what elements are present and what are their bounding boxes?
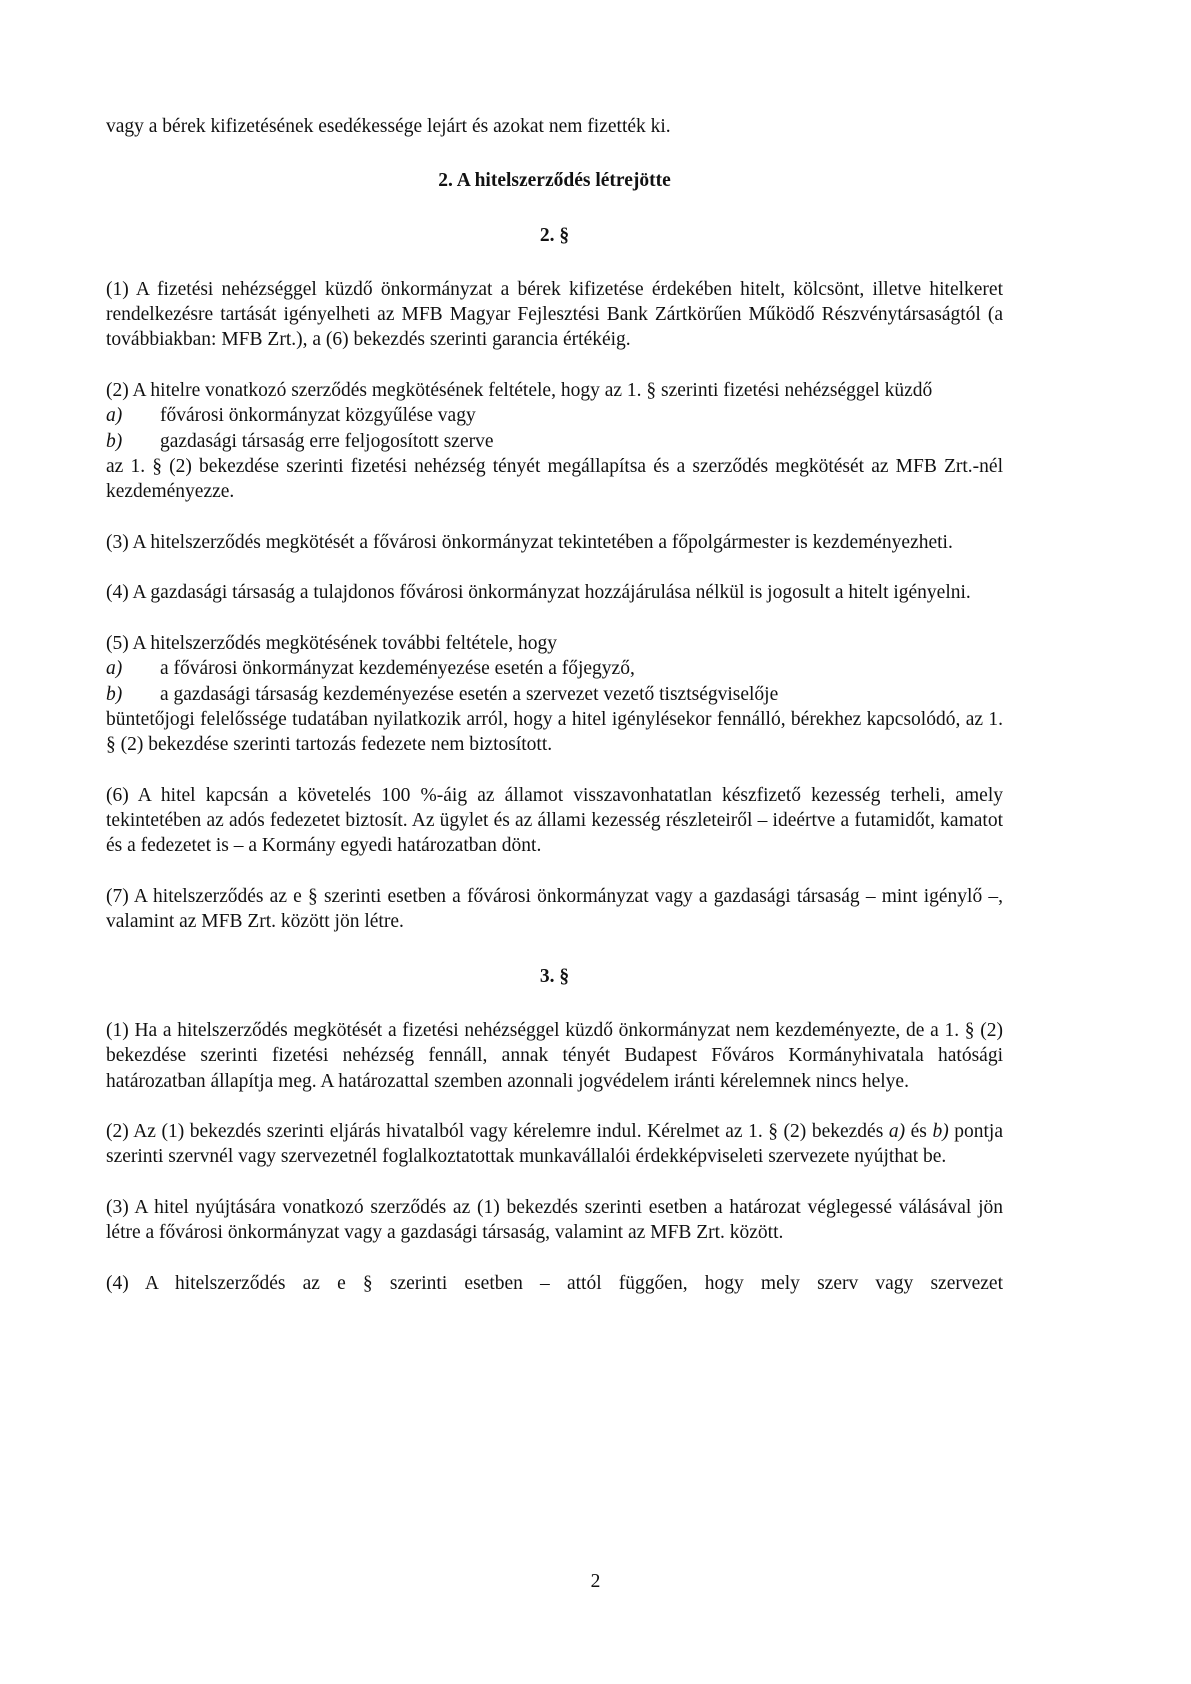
section-2-paragraph-2-outro: az 1. § (2) bekezdése szerinti fizetési nehézség tényét megállapítsa és a szerződés megkötését az MFB Zrt.-nél kezdeményezze. <box>106 455 1003 503</box>
page-number: 2 <box>590 1571 601 1592</box>
section-3-title: 3. § <box>539 965 570 987</box>
continuation-paragraph: vagy a bérek kifizetésének esedékessége lejárt és azokat nem fizették ki. <box>106 116 671 137</box>
section-2-paragraph-5-outro: büntetőjogi felelőssége tudatában nyilatkozik arról, hogy a hitel igénylésekor fennálló, bérekhez kapcsolódó, az 1. § (2) bekezdése szerinti tartozás fedezete nem biztosított. <box>106 708 1003 756</box>
document-page <box>106 114 1003 1296</box>
text-run: pontja szerinti szervnél vagy szervezetnél foglalkoztatottak munkavállalói érdekképviseleti szervezete nyújthat be. <box>106 1121 1003 1168</box>
list-item-text: fővárosi önkormányzat közgyűlése vagy <box>160 405 476 427</box>
text-run: és <box>905 1121 933 1143</box>
section-2-paragraph-4: (4) A gazdasági társaság a tulajdonos fővárosi önkormányzat hozzájárulása nélkül is jogosult a hitelt igényelni. <box>106 582 971 604</box>
section-3-paragraph-4: (4) A hitelszerződés az e § szerinti esetben – attól függően, hogy mely szerv vagy szervezet <box>106 1272 1003 1294</box>
list-item <box>106 656 1003 681</box>
list-item-label: a) <box>106 405 123 427</box>
list-item <box>106 429 1003 454</box>
section-2-title: 2. § <box>539 224 570 246</box>
chapter-title: 2. A hitelszerződés létrejötte <box>438 170 671 192</box>
list-item <box>106 403 1003 428</box>
section-3-paragraph-1: (1) Ha a hitelszerződés megkötését a fizetési nehézséggel küzdő önkormányzat nem kezdeményezte, de a 1. § (2) bekezdése szerinti fizetési nehézség fennáll, annak tényét Budapest Főváros Kormányhivatala hatósági határozatban állapítja meg. A határozattal szemben azonnali jogvédelem iránti kérelemnek nincs helye. <box>106 1019 1003 1092</box>
section-3-paragraph-3: (3) A hitel nyújtására vonatkozó szerződés az (1) bekezdés szerinti esetben a határozat véglegessé válásával jön létre a fővárosi önkormányzat vagy a gazdasági társaság, valamint az MFB Zrt. között. <box>106 1196 1003 1244</box>
section-2-paragraph-3: (3) A hitelszerződés megkötését a fővárosi önkormányzat tekintetében a főpolgármester is kezdeményezheti. <box>106 531 953 553</box>
section-2-paragraph-7: (7) A hitelszerződés az e § szerinti esetben a fővárosi önkormányzat vagy a gazdasági társaság – mint igénylő –, valamint az MFB Zrt. között jön létre. <box>106 886 1003 933</box>
text-run-italic: a) <box>888 1121 906 1143</box>
section-2-paragraph-2-intro: (2) A hitelre vonatkozó szerződés megkötésének feltétele, hogy az 1. § szerinti fizetési nehézséggel küzdő <box>106 380 933 402</box>
list-item-label: a) <box>106 658 123 680</box>
list-item-label: b) <box>106 683 123 705</box>
section-2-paragraph-1: (1) A fizetési nehézséggel küzdő önkormányzat a bérek kifizetése érdekében hitelt, kölcsönt, illetve hitelkeret rendelkezésre tartását igényelheti az MFB Magyar Fejlesztési Bank Zártkörűen Működő Részvénytársaságtól (a továbbiakban: MFB Zrt.), a (6) bekezdés szerinti garancia értékéig. <box>106 278 1003 351</box>
list-item-text: a fővárosi önkormányzat kezdeményezése esetén a főjegyző, <box>160 658 635 680</box>
section-3-paragraph-2 <box>106 1119 1003 1170</box>
list-item-text: a gazdasági társaság kezdeményezése esetén a szervezet vezető tisztségviselője <box>160 683 779 705</box>
list-item-label: b) <box>106 430 123 452</box>
section-2-paragraph-6: (6) A hitel kapcsán a követelés 100 %-áig az államot visszavonhatatlan készfizető kezesség terheli, amely tekintetében az adós fedezetet biztosít. Az ügylet és az állami kezesség részleteiről – ideértve a futamidőt, kamatot és a fedezetet is – a Kormány egyedi határozatban dönt. <box>106 784 1003 857</box>
list-item-text: gazdasági társaság erre feljogosított szerve <box>160 430 494 452</box>
section-2-paragraph-5-intro: (5) A hitelszerződés megkötésének további feltétele, hogy <box>106 633 558 655</box>
list-item <box>106 682 1003 707</box>
text-run-italic: b) <box>932 1121 949 1143</box>
text-run: (2) Az (1) bekezdés szerinti eljárás hivatalból vagy kérelemre indul. Kérelmet az 1. § (2) bekezdés <box>106 1121 889 1143</box>
